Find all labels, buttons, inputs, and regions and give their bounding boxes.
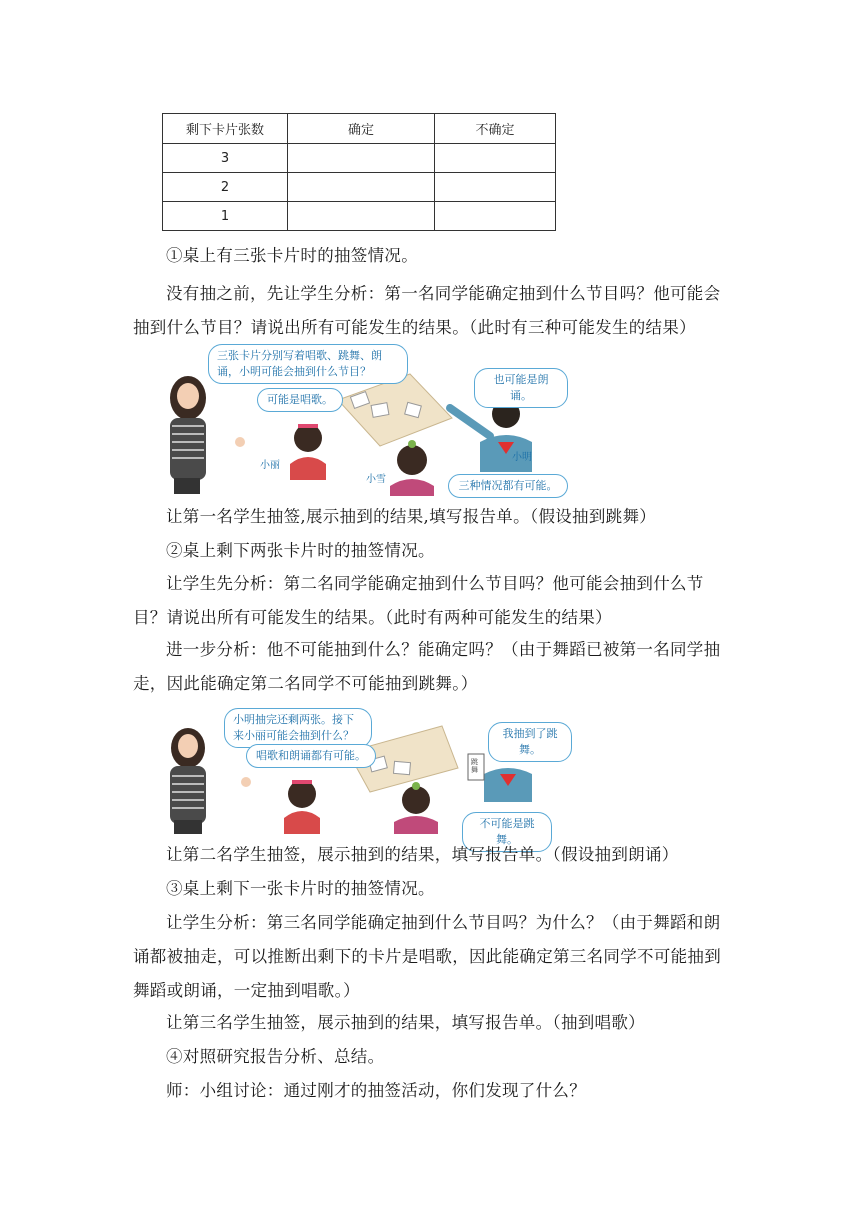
table-cell [435,202,556,231]
paragraph: 进一步分析：他不可能抽到什么？能确定吗？（由于舞蹈已被第一名同学抽走，因此能确定第二名同学不可能抽到跳舞。） [133,640,721,693]
teacher-speech-bubble: 三张卡片分别写着唱歌、跳舞、朗诵，小明可能会抽到什么节目？ [208,344,408,384]
table-cell [288,173,435,202]
student-name-label: 小丽 [260,460,280,471]
table-header-row [163,114,556,144]
paragraph: 让学生先分析：第二名同学能确定抽到什么节目吗？他可能会抽到什么节目？请说出所有可能发生的结果。（此时有两种可能发生的结果） [133,574,704,627]
table-cell [435,173,556,202]
teacher-speech-bubble: 小明抽完还剩两张。接下来小丽可能会抽到什么？ [224,708,372,748]
girl2-speech-bubble: 三种情况都有可能。 [448,474,568,498]
table-cell: 2 [163,173,288,202]
table-header-cell: 确定 [288,114,435,144]
girl-speech-bubble: 唱歌和朗诵都有可能。 [246,744,376,768]
table-header-cell: 剩下卡片张数 [163,114,288,144]
table-cell [288,202,435,231]
paragraph: 师：小组讨论：通过刚才的抽签活动，你们发现了什么？ [166,1081,586,1100]
table-header-cell: 不确定 [435,114,556,144]
table-cell [288,144,435,173]
girl2-speech-bubble: 不可能是跳舞。 [462,812,552,852]
paragraph: 没有抽之前，先让学生分析：第一名同学能确定抽到什么节目吗？他可能会抽到什么节目？请说出所有可能发生的结果。（此时有三种可能发生的结果） [133,284,721,337]
boy-speech-bubble: 也可能是朗诵。 [474,368,568,408]
paragraph: 让第三名学生抽签，展示抽到的结果，填写报告单。（抽到唱歌） [166,1013,645,1032]
girl-speech-bubble: 可能是唱歌。 [257,388,343,412]
paragraph: 让学生分析：第三名同学能确定抽到什么节目吗？为什么？（由于舞蹈和朗诵都被抽走，可以推断出剩下的卡片是唱歌，因此能确定第三名同学不可能抽到舞蹈或朗诵，一定抽到唱歌。） [133,913,721,1000]
table-row [163,144,556,173]
report-table [162,113,556,231]
student-name-label: 小雪 [366,474,386,485]
paragraph: ①桌上有三张卡片时的抽签情况。 [166,246,418,265]
boy-speech-bubble: 我抽到了跳舞。 [488,722,572,762]
table-row [163,202,556,231]
paragraph: ②桌上剩下两张卡片时的抽签情况。 [166,541,435,560]
drawn-card-text: 跳舞 [471,758,478,774]
illustration-two-cards [162,704,572,846]
table-cell: 3 [163,144,288,173]
paragraph: 让第一名学生抽签,展示抽到的结果,填写报告单。（假设抽到跳舞） [166,507,657,526]
table-row [163,173,556,202]
illustration-three-cards [160,338,570,498]
table-cell: 1 [163,202,288,231]
paragraph: ③桌上剩下一张卡片时的抽签情况。 [166,879,435,898]
paragraph: ④对照研究报告分析、总结。 [166,1047,385,1066]
paragraph: 让第二名学生抽签，展示抽到的结果，填写报告单。（假设抽到朗诵） [166,845,679,864]
table-cell [435,144,556,173]
student-name-label: 小明 [512,452,532,463]
